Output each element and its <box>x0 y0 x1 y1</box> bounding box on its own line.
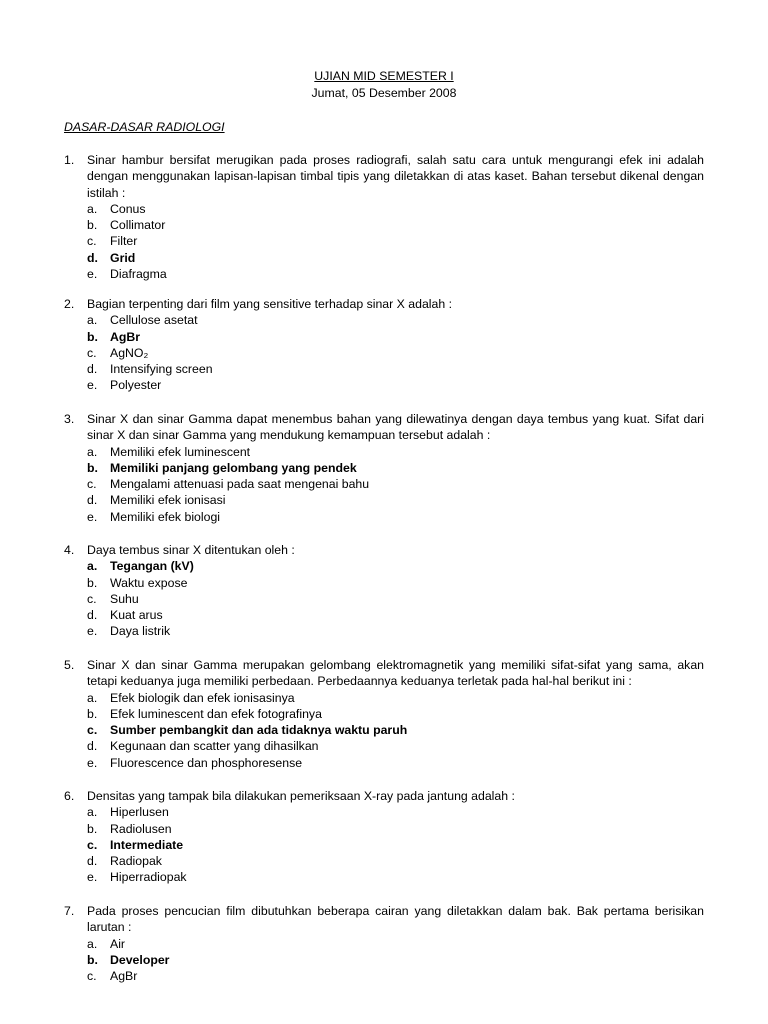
question-text: Sinar X dan sinar Gamma merupakan gelombang elektromagnetik yang memiliki sifat-sifat yang sama, akan tetapi keduanya juga memiliki perbedaan. Perbedaannya keduanya terletak pada hal-hal berikut ini : <box>87 658 704 689</box>
option-text: Radiopak <box>110 854 162 869</box>
question-text: Bagian terpenting dari film yang sensitive terhadap sinar X adalah : <box>87 297 453 311</box>
option-letter: b. <box>87 706 98 721</box>
answer-option <box>64 575 704 591</box>
option-letter: d. <box>87 250 98 265</box>
option-letter: a. <box>87 444 98 459</box>
question-text: Pada proses pencucian film dibutuhkan beberapa cairan yang diletakkan dalam bak. Bak pertama berisikan larutan : <box>87 904 704 935</box>
option-text: Kegunaan dan scatter yang dihasilkan <box>110 739 319 754</box>
option-letter: c. <box>87 234 97 249</box>
option-letter: b. <box>87 329 98 344</box>
option-letter: b. <box>87 952 98 967</box>
option-text: Memiliki efek biologi <box>110 509 221 524</box>
option-letter: e. <box>87 870 98 885</box>
option-letter: b. <box>87 218 98 233</box>
question-7 <box>64 903 704 984</box>
option-text: AgBr <box>110 969 138 984</box>
option-letter: c. <box>87 723 98 738</box>
exam-date: Jumat, 05 Desember 2008 <box>311 86 457 100</box>
option-text: Hiperradiopak <box>110 870 187 885</box>
question-2 <box>64 296 704 394</box>
option-text: Sumber pembangkit dan ada tidaknya waktu paruh <box>110 723 408 738</box>
option-letter: a. <box>87 201 98 216</box>
answer-option <box>64 853 704 869</box>
option-text: AgBr <box>110 329 141 344</box>
subject-heading: DASAR-DASAR RADIOLOGI <box>64 120 225 134</box>
answer-option <box>64 492 704 508</box>
answer-option <box>64 233 704 249</box>
answer-option <box>64 952 704 968</box>
answer-option <box>64 591 704 607</box>
option-text: Efek luminescent dan efek fotografinya <box>110 706 322 721</box>
option-letter: e. <box>87 378 98 393</box>
answer-option <box>64 607 704 623</box>
question-number: 5. <box>64 658 75 672</box>
option-text: Filter <box>110 234 138 249</box>
option-text: Fluorescence dan phosphoresense <box>110 755 303 770</box>
answer-option <box>64 821 704 837</box>
answer-option <box>64 837 704 853</box>
answer-option <box>64 755 704 771</box>
question-number: 2. <box>64 297 75 311</box>
answer-option <box>64 738 704 754</box>
answer-option <box>64 250 704 266</box>
answer-option <box>64 968 704 984</box>
option-letter: d. <box>87 608 98 623</box>
option-letter: d. <box>87 493 98 508</box>
option-letter: e. <box>87 624 98 639</box>
option-letter: b. <box>87 821 98 836</box>
answer-option <box>64 266 704 282</box>
answer-option <box>64 690 704 706</box>
option-text: Collimator <box>110 218 166 233</box>
question-number: 6. <box>64 789 75 803</box>
option-letter: a. <box>87 313 98 328</box>
option-text: Kuat arus <box>110 608 163 623</box>
question-text: Sinar X dan sinar Gamma dapat menembus bahan yang dilewatinya dengan daya tembus yang kuat. Sifat dari sinar X dan sinar Gamma yang mendukung kemampuan tersebut adalah : <box>87 412 704 443</box>
answer-option <box>64 345 704 361</box>
question-number: 1. <box>64 153 75 167</box>
question-row <box>64 296 704 312</box>
answer-option <box>64 706 704 722</box>
option-text: Air <box>110 936 126 951</box>
answer-option <box>64 623 704 639</box>
answer-option <box>64 804 704 820</box>
answer-option <box>64 476 704 492</box>
question-4 <box>64 542 704 640</box>
option-text: Memiliki efek ionisasi <box>110 493 226 508</box>
answer-option <box>64 558 704 574</box>
question-row <box>64 657 704 690</box>
answer-option <box>64 217 704 233</box>
option-text: Cellulose asetat <box>110 313 198 328</box>
option-letter: a. <box>87 690 98 705</box>
question-3 <box>64 411 704 525</box>
question-text: Sinar hambur bersifat merugikan pada proses radiografi, salah satu cara untuk mengurangi efek ini adalah dengan menggunakan lapisan-lapisan timbal tipis yang diletakkan di atas kaset. Bahan tersebut dikenal dengan istilah : <box>87 153 704 200</box>
question-5 <box>64 657 704 771</box>
option-letter: d. <box>87 739 98 754</box>
option-text: Suhu <box>110 591 139 606</box>
question-text: Daya tembus sinar X ditentukan oleh : <box>87 543 295 557</box>
option-letter: b. <box>87 460 98 475</box>
option-text: Efek biologik dan efek ionisasinya <box>110 690 295 705</box>
option-letter: c. <box>87 591 97 606</box>
option-letter: b. <box>87 575 98 590</box>
option-text: Conus <box>110 201 146 216</box>
answer-option <box>64 329 704 345</box>
option-text: Memiliki efek luminescent <box>110 444 251 459</box>
option-letter: c. <box>87 345 97 360</box>
option-letter: e. <box>87 509 98 524</box>
question-1 <box>64 152 704 282</box>
option-text: Tegangan (kV) <box>110 559 194 574</box>
option-letter: c. <box>87 969 97 984</box>
question-row <box>64 152 704 201</box>
exam-title: UJIAN MID SEMESTER I <box>314 69 454 83</box>
option-text: Mengalami attenuasi pada saat mengenai bahu <box>110 477 370 492</box>
answer-option <box>64 201 704 217</box>
question-row <box>64 903 704 936</box>
answer-option <box>64 444 704 460</box>
option-letter: c. <box>87 837 98 852</box>
question-6 <box>64 788 704 886</box>
answer-option <box>64 869 704 885</box>
option-letter: e. <box>87 755 98 770</box>
option-letter: a. <box>87 936 98 951</box>
question-number: 7. <box>64 904 75 918</box>
answer-option <box>64 377 704 393</box>
option-text: Hiperlusen <box>110 805 169 820</box>
answer-option <box>64 312 704 328</box>
option-text: Grid <box>110 250 136 265</box>
option-text: Radiolusen <box>110 821 172 836</box>
question-row <box>64 542 704 558</box>
option-text: Intermediate <box>110 837 184 852</box>
question-text: Densitas yang tampak bila dilakukan pemeriksaan X-ray pada jantung adalah : <box>87 789 515 803</box>
option-text: Intensifying screen <box>110 362 213 377</box>
answer-option <box>64 722 704 738</box>
answer-option <box>64 460 704 476</box>
option-text: Memiliki panjang gelombang yang pendek <box>110 460 357 475</box>
option-letter: e. <box>87 267 98 282</box>
answer-option <box>64 509 704 525</box>
question-row <box>64 788 704 804</box>
option-text: AgNO₂ <box>110 345 149 360</box>
option-text: Diafragma <box>110 267 167 282</box>
option-text: Developer <box>110 952 170 967</box>
answer-option <box>64 936 704 952</box>
option-text: Waktu expose <box>110 575 188 590</box>
answer-option <box>64 361 704 377</box>
option-letter: a. <box>87 805 98 820</box>
option-letter: d. <box>87 854 98 869</box>
option-text: Daya listrik <box>110 624 171 639</box>
option-letter: d. <box>87 362 98 377</box>
option-letter: c. <box>87 477 97 492</box>
option-letter: a. <box>87 559 98 574</box>
question-number: 4. <box>64 543 75 557</box>
question-row <box>64 411 704 444</box>
option-text: Polyester <box>110 378 162 393</box>
question-number: 3. <box>64 412 75 426</box>
